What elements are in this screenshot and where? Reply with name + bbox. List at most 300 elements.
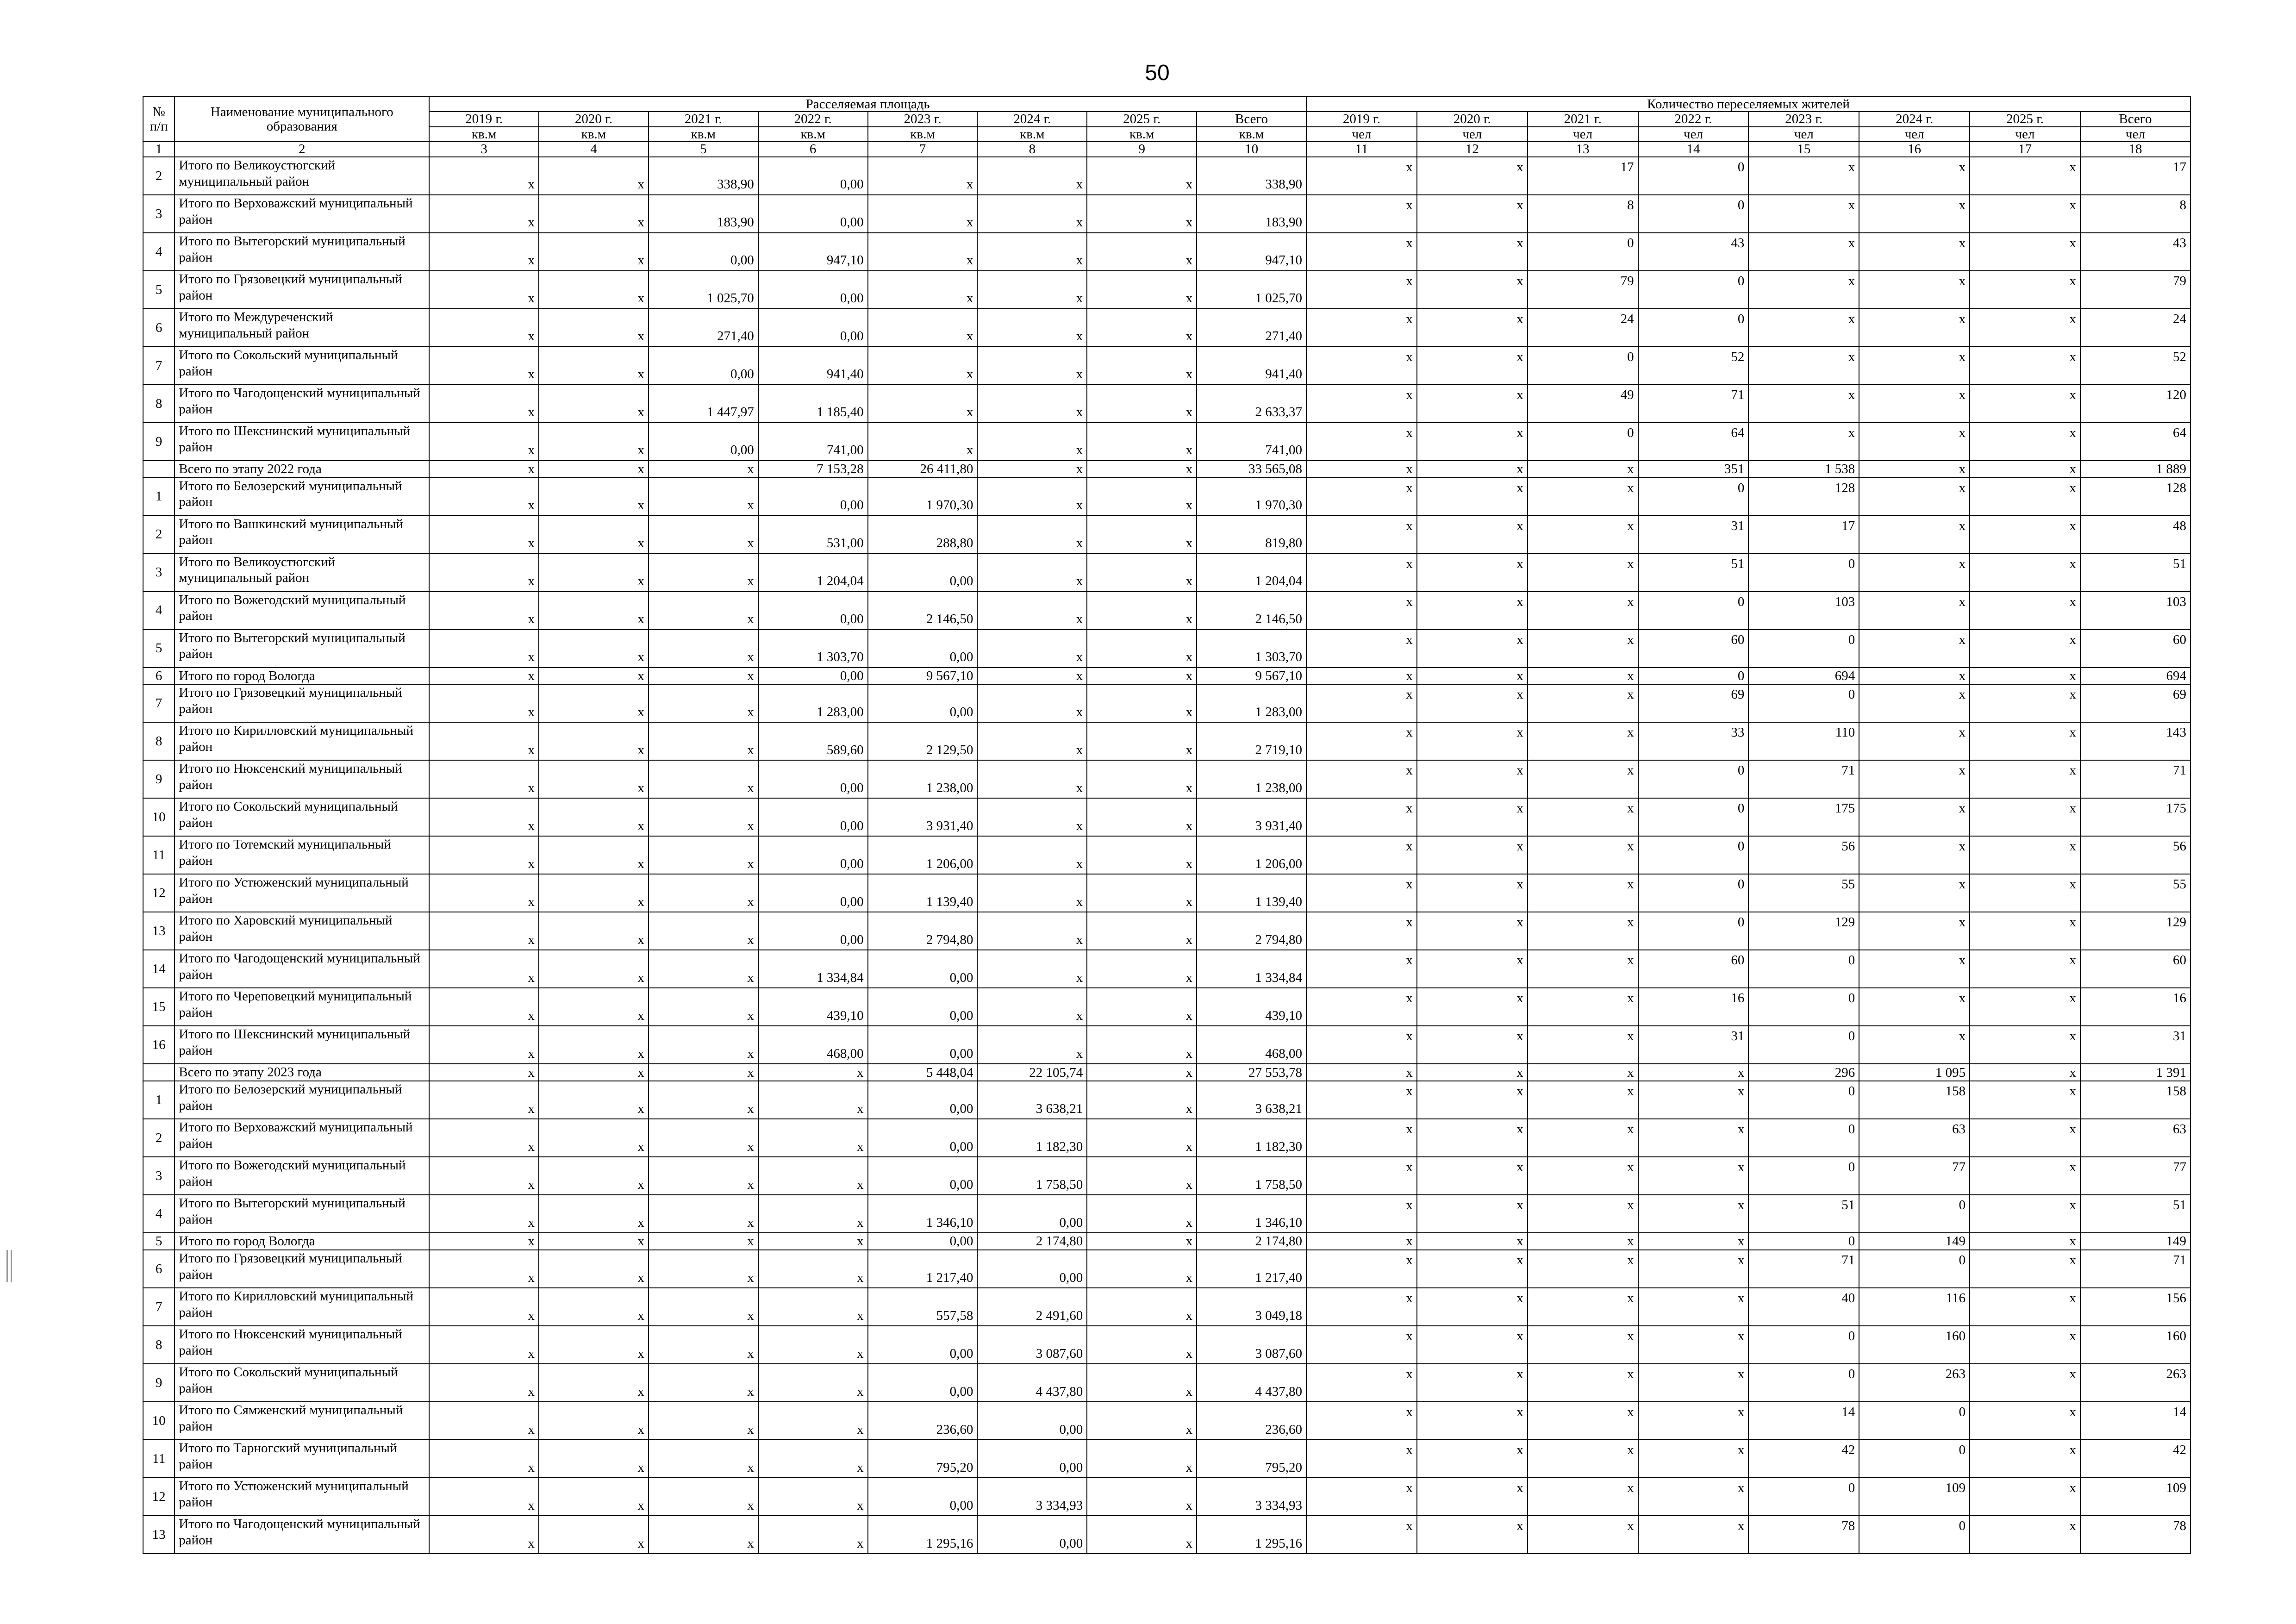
municipality-name: Итого по Белозерский муниципальный район (175, 1081, 429, 1119)
people-cell: x (1970, 1478, 2080, 1516)
people-cell: x (1859, 630, 1970, 668)
area-cell: x (429, 478, 539, 516)
people-cell: x (1417, 1064, 1528, 1081)
people-cell: x (1306, 233, 1417, 271)
area-cell: x (429, 1026, 539, 1064)
people-cell: 0 (1528, 423, 1638, 461)
area-cell: x (649, 912, 758, 950)
area-cell: x (539, 1064, 649, 1081)
people-cell: 263 (2080, 1364, 2190, 1402)
area-cell: x (649, 1195, 758, 1233)
area-cell: x (977, 195, 1087, 233)
people-cell: x (1417, 1081, 1528, 1119)
row-number: 8 (143, 1326, 175, 1364)
people-cell: x (1528, 516, 1638, 554)
people-cell: x (1528, 1402, 1638, 1440)
people-cell: 160 (1859, 1326, 1970, 1364)
area-cell: 0,00 (758, 668, 868, 685)
header-year-area: 2022 г. (758, 112, 868, 126)
people-cell: x (1306, 1288, 1417, 1326)
area-cell: 819,80 (1197, 516, 1306, 554)
area-cell: 1 204,04 (1197, 554, 1306, 592)
area-cell: 557,58 (868, 1288, 978, 1326)
people-cell: 0 (1638, 195, 1749, 233)
people-cell: 0 (1748, 1081, 1859, 1119)
row-number: 8 (143, 722, 175, 760)
area-cell: x (539, 1326, 649, 1364)
header-column-number: 8 (977, 142, 1087, 156)
people-cell: 52 (1638, 347, 1749, 385)
area-cell: x (429, 836, 539, 874)
people-cell: 56 (1748, 836, 1859, 874)
area-cell: x (1087, 347, 1197, 385)
municipality-name: Итого по Грязовецкий муниципальный район (175, 1250, 429, 1288)
area-cell: x (977, 347, 1087, 385)
area-cell: x (977, 950, 1087, 988)
table-row (143, 1157, 2190, 1195)
area-cell: 0,00 (649, 233, 758, 271)
area-cell: x (429, 1326, 539, 1364)
people-cell: x (1528, 1119, 1638, 1157)
area-cell: x (429, 1250, 539, 1288)
row-number: 3 (143, 554, 175, 592)
municipality-name: Итого по Вытегорский муниципальный район (175, 1195, 429, 1233)
area-cell: x (429, 461, 539, 478)
area-cell: x (977, 309, 1087, 347)
people-cell: 0 (1859, 1440, 1970, 1478)
people-cell: x (1638, 1157, 1749, 1195)
people-cell: x (1306, 478, 1417, 516)
area-cell: x (429, 347, 539, 385)
table-total-row (143, 461, 2190, 478)
people-cell: x (1970, 195, 2080, 233)
table-row (143, 950, 2190, 988)
people-cell: 694 (1748, 668, 1859, 685)
people-cell: x (1970, 1026, 2080, 1064)
table-row (143, 1233, 2190, 1250)
people-cell: 1 538 (1748, 461, 1859, 478)
people-cell: x (1417, 1026, 1528, 1064)
area-cell: x (649, 1119, 758, 1157)
area-cell: 947,10 (1197, 233, 1306, 271)
area-cell: 0,00 (977, 1250, 1087, 1288)
people-cell: x (1528, 1064, 1638, 1081)
people-cell: x (1417, 1288, 1528, 1326)
area-cell: 0,00 (649, 423, 758, 461)
area-cell: 3 334,93 (977, 1478, 1087, 1516)
people-cell: 43 (2080, 233, 2190, 271)
people-cell: x (1306, 874, 1417, 912)
area-cell: 1 334,84 (1197, 950, 1306, 988)
header-column-number: 18 (2080, 142, 2190, 156)
people-cell: x (1417, 309, 1528, 347)
people-cell: x (1417, 722, 1528, 760)
header-unit-people: чел (1417, 127, 1528, 142)
people-cell: 0 (1638, 668, 1749, 685)
people-cell: x (1417, 516, 1528, 554)
people-cell: x (1970, 1064, 2080, 1081)
people-cell: 0 (1859, 1516, 1970, 1554)
people-cell: x (1638, 1402, 1749, 1440)
header-unit-area: кв.м (649, 127, 758, 142)
area-cell: x (1087, 271, 1197, 309)
people-cell: x (1417, 233, 1528, 271)
municipality-name: Итого по Междуреченский муниципальный район (175, 309, 429, 347)
header-unit-area: кв.м (429, 127, 539, 142)
area-cell: 531,00 (758, 516, 868, 554)
people-cell: x (1970, 592, 2080, 630)
people-cell: 0 (1748, 554, 1859, 592)
people-cell: 175 (2080, 798, 2190, 836)
people-cell: 1 095 (1859, 1064, 1970, 1081)
table-row (143, 1402, 2190, 1440)
municipality-name: Итого по Чагодощенский муниципальный район (175, 950, 429, 988)
people-cell: x (1306, 1440, 1417, 1478)
people-cell: 42 (2080, 1440, 2190, 1478)
area-cell: x (429, 630, 539, 668)
people-cell: x (1306, 1233, 1417, 1250)
people-cell: x (1859, 554, 1970, 592)
people-cell: x (1748, 423, 1859, 461)
people-cell: x (1528, 1157, 1638, 1195)
area-cell: x (1087, 592, 1197, 630)
area-cell: x (539, 1195, 649, 1233)
people-cell: x (1417, 1119, 1528, 1157)
row-number: 12 (143, 1478, 175, 1516)
area-cell: 1 217,40 (1197, 1250, 1306, 1288)
area-cell: x (977, 798, 1087, 836)
header-column-number: 17 (1970, 142, 2080, 156)
people-cell: x (1417, 271, 1528, 309)
header-year-people: 2019 г. (1306, 112, 1417, 126)
area-cell: 0,00 (868, 1364, 978, 1402)
area-cell: 1 025,70 (649, 271, 758, 309)
people-cell: 296 (1748, 1064, 1859, 1081)
table-row (143, 874, 2190, 912)
municipality-name: Итого по Харовский муниципальный район (175, 912, 429, 950)
area-cell: 26 411,80 (868, 461, 978, 478)
area-cell: x (1087, 385, 1197, 423)
table-row (143, 271, 2190, 309)
area-cell: x (539, 1478, 649, 1516)
area-cell: x (977, 630, 1087, 668)
area-cell: 0,00 (758, 798, 868, 836)
area-cell: 4 437,80 (977, 1364, 1087, 1402)
header-column-number: 14 (1638, 142, 1749, 156)
header-unit-area: кв.м (868, 127, 978, 142)
area-cell: 1 283,00 (758, 684, 868, 722)
header-area-group: Расселяемая площадь (429, 97, 1306, 112)
table-row (143, 233, 2190, 271)
area-cell: x (977, 874, 1087, 912)
row-number: 14 (143, 950, 175, 988)
people-cell: x (1970, 423, 2080, 461)
people-cell: 43 (1638, 233, 1749, 271)
area-cell: x (429, 1440, 539, 1478)
people-cell: x (1528, 684, 1638, 722)
area-cell: 0,00 (758, 309, 868, 347)
area-cell: x (649, 836, 758, 874)
header-column-number: 1 (143, 142, 175, 156)
people-cell: x (1306, 1402, 1417, 1440)
people-cell: 51 (1638, 554, 1749, 592)
area-cell: x (868, 347, 978, 385)
people-cell: x (1748, 347, 1859, 385)
area-cell: 3 087,60 (1197, 1326, 1306, 1364)
municipality-name: Всего по этапу 2023 года (175, 1064, 429, 1081)
people-cell: 0 (1638, 271, 1749, 309)
people-cell: x (1417, 1195, 1528, 1233)
area-cell: x (1087, 1157, 1197, 1195)
people-cell: 0 (1638, 157, 1749, 195)
table-row (143, 1364, 2190, 1402)
people-cell: 0 (1638, 478, 1749, 516)
people-cell: x (1417, 684, 1528, 722)
people-cell: 60 (2080, 630, 2190, 668)
people-cell: x (1528, 1478, 1638, 1516)
people-cell: x (1638, 1364, 1749, 1402)
people-cell: x (1306, 950, 1417, 988)
area-cell: x (429, 1516, 539, 1554)
people-cell: x (1638, 1288, 1749, 1326)
area-cell: x (539, 461, 649, 478)
people-cell: 78 (1748, 1516, 1859, 1554)
table-row (143, 1081, 2190, 1119)
area-cell: x (758, 1157, 868, 1195)
people-cell: 31 (1638, 516, 1749, 554)
people-cell: x (1970, 836, 2080, 874)
people-cell: 0 (1748, 1233, 1859, 1250)
area-cell: x (649, 1250, 758, 1288)
header-year-people: 2022 г. (1638, 112, 1749, 126)
people-cell: x (1417, 630, 1528, 668)
area-cell: x (1087, 1233, 1197, 1250)
area-cell: x (429, 554, 539, 592)
area-cell: x (1087, 157, 1197, 195)
people-cell: x (1528, 1364, 1638, 1402)
area-cell: x (758, 1119, 868, 1157)
table-row (143, 836, 2190, 874)
people-cell: 64 (2080, 423, 2190, 461)
area-cell: 1 217,40 (868, 1250, 978, 1288)
area-cell: x (539, 1233, 649, 1250)
area-cell: 1 295,16 (1197, 1516, 1306, 1554)
table-row (143, 1516, 2190, 1554)
people-cell: 0 (1748, 1364, 1859, 1402)
area-cell: 2 146,50 (1197, 592, 1306, 630)
area-cell: x (977, 912, 1087, 950)
area-cell: x (649, 1081, 758, 1119)
area-cell: x (649, 554, 758, 592)
area-cell: 941,40 (758, 347, 868, 385)
area-cell: 1 334,84 (758, 950, 868, 988)
municipality-name: Итого по Вашкинский муниципальный район (175, 516, 429, 554)
table-row (143, 195, 2190, 233)
area-cell: x (649, 1402, 758, 1440)
header-column-number: 11 (1306, 142, 1417, 156)
area-cell: 4 437,80 (1197, 1364, 1306, 1402)
table-body (143, 157, 2190, 1554)
people-cell: x (1970, 157, 2080, 195)
people-cell: 175 (1748, 798, 1859, 836)
area-cell: 1 139,40 (868, 874, 978, 912)
municipality-name: Итого по Великоустюгский муниципальный район (175, 157, 429, 195)
people-cell: x (1417, 1364, 1528, 1402)
people-cell: x (1970, 1157, 2080, 1195)
row-number (143, 1064, 175, 1081)
area-cell: 1 295,16 (868, 1516, 978, 1554)
area-cell: x (429, 722, 539, 760)
people-cell: x (1859, 271, 1970, 309)
people-cell: x (1306, 1157, 1417, 1195)
table-row (143, 592, 2190, 630)
area-cell: x (758, 1233, 868, 1250)
people-cell: x (1859, 347, 1970, 385)
people-cell: x (1417, 478, 1528, 516)
people-cell: 0 (1859, 1402, 1970, 1440)
resettlement-table (143, 96, 2191, 1554)
area-cell: x (539, 760, 649, 798)
area-cell: 9 567,10 (868, 668, 978, 685)
area-cell: x (539, 1440, 649, 1478)
area-cell: 1 346,10 (868, 1195, 978, 1233)
row-number: 12 (143, 874, 175, 912)
people-cell: x (1528, 836, 1638, 874)
people-cell: 69 (1638, 684, 1749, 722)
area-cell: x (429, 1364, 539, 1402)
municipality-name: Итого по Нюксенский муниципальный район (175, 1326, 429, 1364)
table-row (143, 722, 2190, 760)
area-cell: 1 238,00 (1197, 760, 1306, 798)
area-cell: 0,00 (977, 1195, 1087, 1233)
people-cell: x (1859, 836, 1970, 874)
header-year-area: 2024 г. (977, 112, 1087, 126)
area-cell: 183,90 (649, 195, 758, 233)
area-cell: x (1087, 1250, 1197, 1288)
municipality-name: Итого по Тарногский муниципальный район (175, 1440, 429, 1478)
header-name: Наименование муниципального образования (175, 97, 429, 142)
people-cell: x (1306, 1195, 1417, 1233)
header-unit-area: кв.м (1087, 127, 1197, 142)
people-cell: 0 (1528, 233, 1638, 271)
people-cell: 56 (2080, 836, 2190, 874)
header-column-number: 10 (1197, 142, 1306, 156)
people-cell: x (1970, 1195, 2080, 1233)
area-cell: x (539, 233, 649, 271)
people-cell: x (1528, 1516, 1638, 1554)
people-cell: x (1970, 478, 2080, 516)
area-cell: 1 970,30 (1197, 478, 1306, 516)
area-cell: x (758, 1440, 868, 1478)
people-cell: x (1528, 988, 1638, 1026)
area-cell: x (649, 1157, 758, 1195)
header-no: № п/п (143, 97, 175, 142)
people-cell: x (1306, 760, 1417, 798)
row-number (143, 461, 175, 478)
area-cell: x (1087, 1326, 1197, 1364)
people-cell: x (1528, 630, 1638, 668)
area-cell: x (977, 233, 1087, 271)
area-cell: 1 758,50 (977, 1157, 1087, 1195)
people-cell: x (1528, 1233, 1638, 1250)
area-cell: 1 970,30 (868, 478, 978, 516)
people-cell: x (1970, 1288, 2080, 1326)
people-cell: x (1417, 1157, 1528, 1195)
people-cell: x (1970, 684, 2080, 722)
area-cell: x (539, 478, 649, 516)
area-cell: 1 182,30 (977, 1119, 1087, 1157)
municipality-name: Итого по Череповецкий муниципальный район (175, 988, 429, 1026)
area-cell: 0,00 (868, 1119, 978, 1157)
people-cell: x (1417, 1250, 1528, 1288)
area-cell: 1 025,70 (1197, 271, 1306, 309)
people-cell: x (1417, 1440, 1528, 1478)
header-units-row (143, 127, 2190, 142)
header-unit-people: чел (2080, 127, 2190, 142)
people-cell: x (1638, 1119, 1749, 1157)
area-cell: x (539, 1288, 649, 1326)
municipality-name: Итого по Нюксенский муниципальный район (175, 760, 429, 798)
area-cell: x (977, 461, 1087, 478)
area-cell: x (539, 195, 649, 233)
table-row (143, 1026, 2190, 1064)
area-cell: 2 174,80 (1197, 1233, 1306, 1250)
people-cell: x (1970, 1326, 2080, 1364)
people-cell: 103 (1748, 592, 1859, 630)
area-cell: x (649, 722, 758, 760)
municipality-name: Итого по Устюженский муниципальный район (175, 1478, 429, 1516)
area-cell: x (429, 385, 539, 423)
table-row (143, 1195, 2190, 1233)
area-cell: x (758, 1195, 868, 1233)
people-cell: 0 (1748, 988, 1859, 1026)
area-cell: x (539, 592, 649, 630)
header-unit-people: чел (1970, 127, 2080, 142)
area-cell: x (539, 1402, 649, 1440)
people-cell: x (1859, 684, 1970, 722)
people-cell: x (1417, 385, 1528, 423)
area-cell: x (539, 668, 649, 685)
row-number: 1 (143, 478, 175, 516)
people-cell: x (1528, 950, 1638, 988)
area-cell: 0,00 (758, 271, 868, 309)
area-cell: x (429, 309, 539, 347)
people-cell: x (1859, 516, 1970, 554)
header-column-numbers-row (143, 142, 2190, 156)
people-cell: x (1306, 157, 1417, 195)
row-number: 2 (143, 1119, 175, 1157)
people-cell: x (1417, 347, 1528, 385)
municipality-name: Итого по Вытегорский муниципальный район (175, 630, 429, 668)
area-cell: x (429, 1288, 539, 1326)
area-cell: x (1087, 478, 1197, 516)
area-cell: x (539, 309, 649, 347)
people-cell: x (1306, 1326, 1417, 1364)
table-row (143, 798, 2190, 836)
people-cell: x (1970, 385, 2080, 423)
area-cell: x (1087, 836, 1197, 874)
area-cell: x (649, 516, 758, 554)
header-column-number: 4 (539, 142, 649, 156)
people-cell: 0 (1638, 760, 1749, 798)
people-cell: x (1970, 668, 2080, 685)
area-cell: 9 567,10 (1197, 668, 1306, 685)
header-unit-area: кв.м (539, 127, 649, 142)
municipality-name: Итого по Вытегорский муниципальный район (175, 233, 429, 271)
people-cell: 0 (1748, 630, 1859, 668)
municipality-name: Итого по город Вологда (175, 1233, 429, 1250)
area-cell: x (539, 423, 649, 461)
